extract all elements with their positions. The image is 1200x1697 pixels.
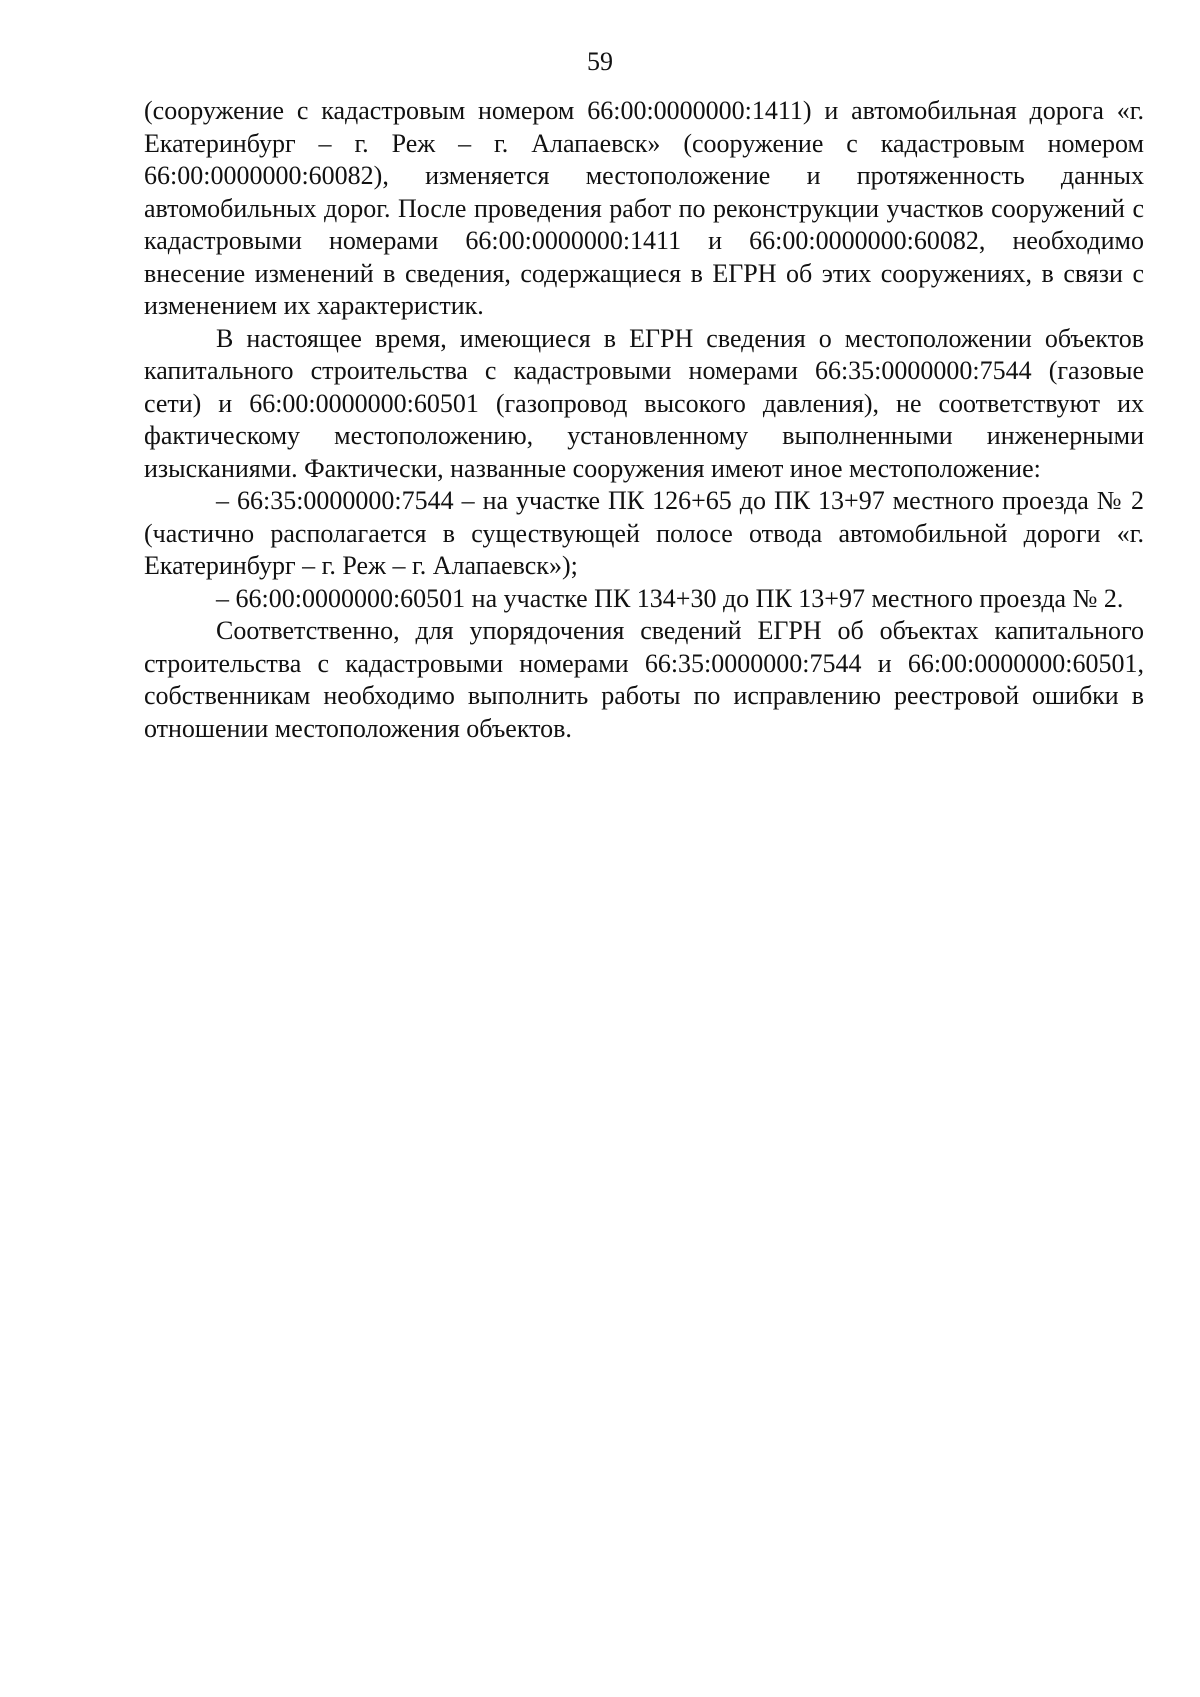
paragraph-egrn-location-mismatch: В настоящее время, имеющиеся в ЕГРН сведения о местоположении объектов капитального строительства с кадастровыми номерами 66:35:0000000:7544 (газовые сети) и 66:00:0000000:60501 (газопровод высокого давления), не соответствуют их фактическому местоположению, установленному выполненными инженерными изысканиями. Фактически, названные сооружения имеют иное местоположение:	[144, 323, 1144, 483]
page-number: 59	[587, 47, 613, 76]
list-item-object-7544: – 66:35:0000000:7544 – на участке ПК 126+65 до ПК 13+97 местного проезда № 2 (частично располагается в существующей полосе отвода автомобильной дороги «г. Екатеринбург – г. Реж – г. Алапаевск»);	[144, 486, 1144, 580]
paragraph-registry-error-correction: Соответственно, для упорядочения сведений ЕГРН об объектах капитального строительства с кадастровыми номерами 66:35:0000000:7544 и 66:00:0000000:60501, собственникам необходимо выполнить работы по исправлению реестровой ошибки в отношении местоположения объектов.	[144, 616, 1144, 743]
list-item-object-60501: – 66:00:0000000:60501 на участке ПК 134+30 до ПК 13+97 местного проезда № 2.	[216, 583, 1124, 613]
paragraph-road-reconstruction: (сооружение с кадастровым номером 66:00:0000000:1411) и автомобильная дорога «г. Екатеринбург – г. Реж – г. Алапаевск» (сооружение с кадастровым номером 66:00:0000000:60082), изменяется местоположение и протяженность данных автомобильных дорог. После проведения работ по реконструкции участков сооружений с кадастровыми номерами 66:00:0000000:1411 и 66:00:0000000:60082, необходимо внесение изменений в сведения, содержащиеся в ЕГРН об этих сооружениях, в связи с изменением их характеристик.	[144, 96, 1144, 320]
body-text	[144, 95, 1144, 745]
